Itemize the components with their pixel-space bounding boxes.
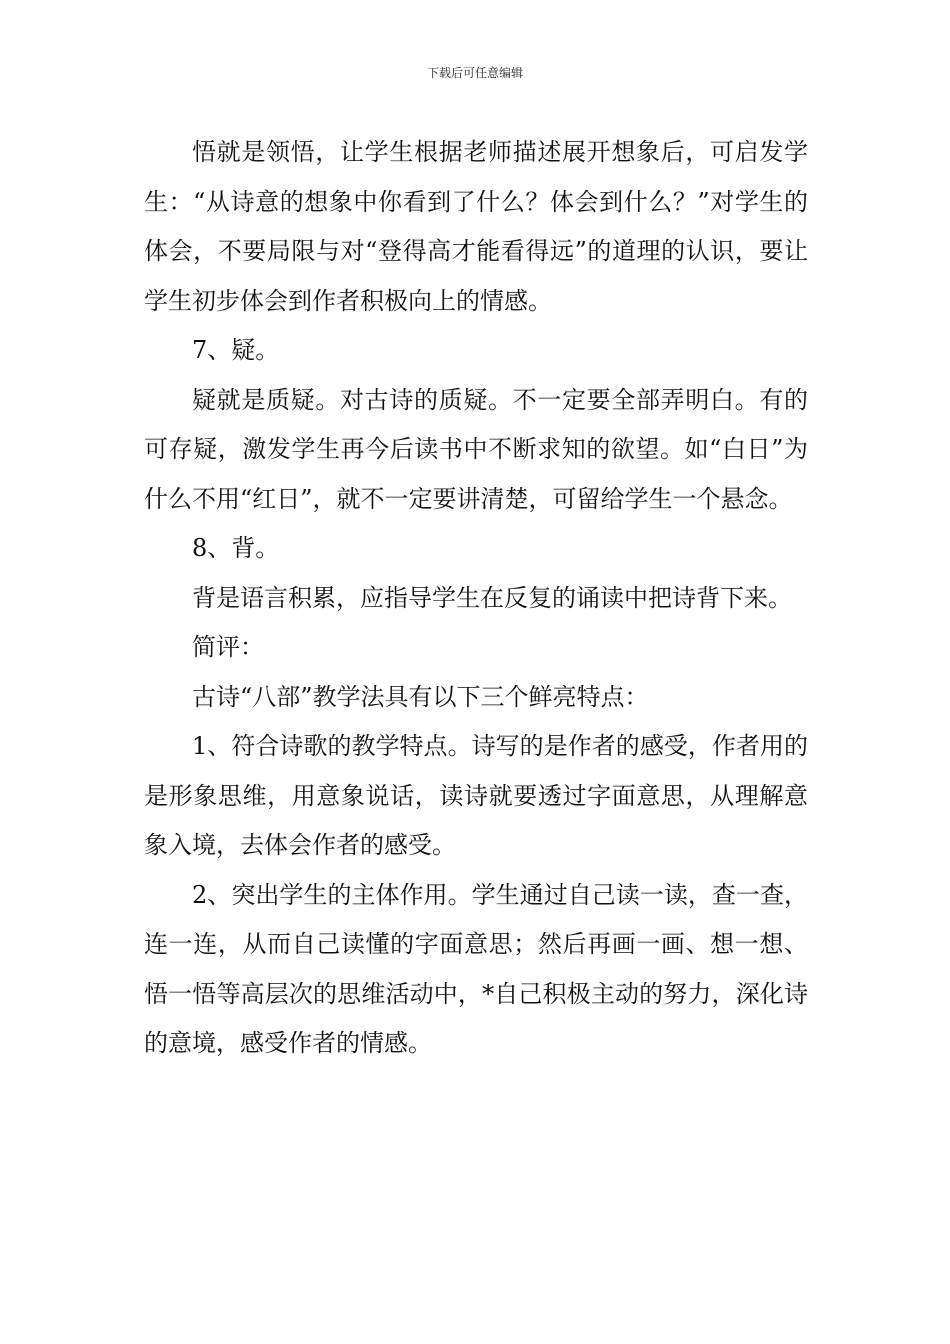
paragraph-1: 悟就是领悟，让学生根据老师描述展开想象后，可启发学生：“从诗意的想象中你看到了什么？体会到什么？”对学生的体会，不要局限与对“登得高才能看得远”的道理的认识，要让学生初步体会到作者积极向上的情感。	[144, 138, 808, 315]
document-body	[144, 128, 808, 1069]
paragraph-7: 古诗“八部”教学法具有以下三个鲜亮特点：	[192, 682, 649, 711]
page-header-note: 下载后可任意编辑	[426, 66, 523, 80]
paragraph-8: 1、符合诗歌的教学特点。诗写的是作者的感受，作者用的是形象思维，用意象说话，读诗就要透过字面意思，从理解意象入境，去体会作者的感受。	[144, 732, 808, 859]
paragraph-3: 疑就是质疑。对古诗的质疑。不一定要全部弄明白。有的可存疑，激发学生再今后读书中不断求知的欲望。如“白日”为什么不用“红日”，就不一定要讲清楚，可留给学生一个悬念。	[144, 385, 808, 513]
paragraph-4: 8、背。	[192, 534, 280, 562]
paragraph-5: 背是语言积累，应指导学生在反复的诵读中把诗背下来。	[192, 583, 792, 612]
paragraph-2: 7、疑。	[192, 336, 280, 364]
paragraph-9: 2、突出学生的主体作用。学生通过自己读一读，查一查，连一连，从而自己读懂的字面意思；然后再画一画、想一想、悟一悟等高层次的思维活动中，*自己积极主动的努力，深化诗的意境，感受作者的情感。	[144, 880, 808, 1057]
paragraph-6: 简评：	[192, 633, 264, 661]
